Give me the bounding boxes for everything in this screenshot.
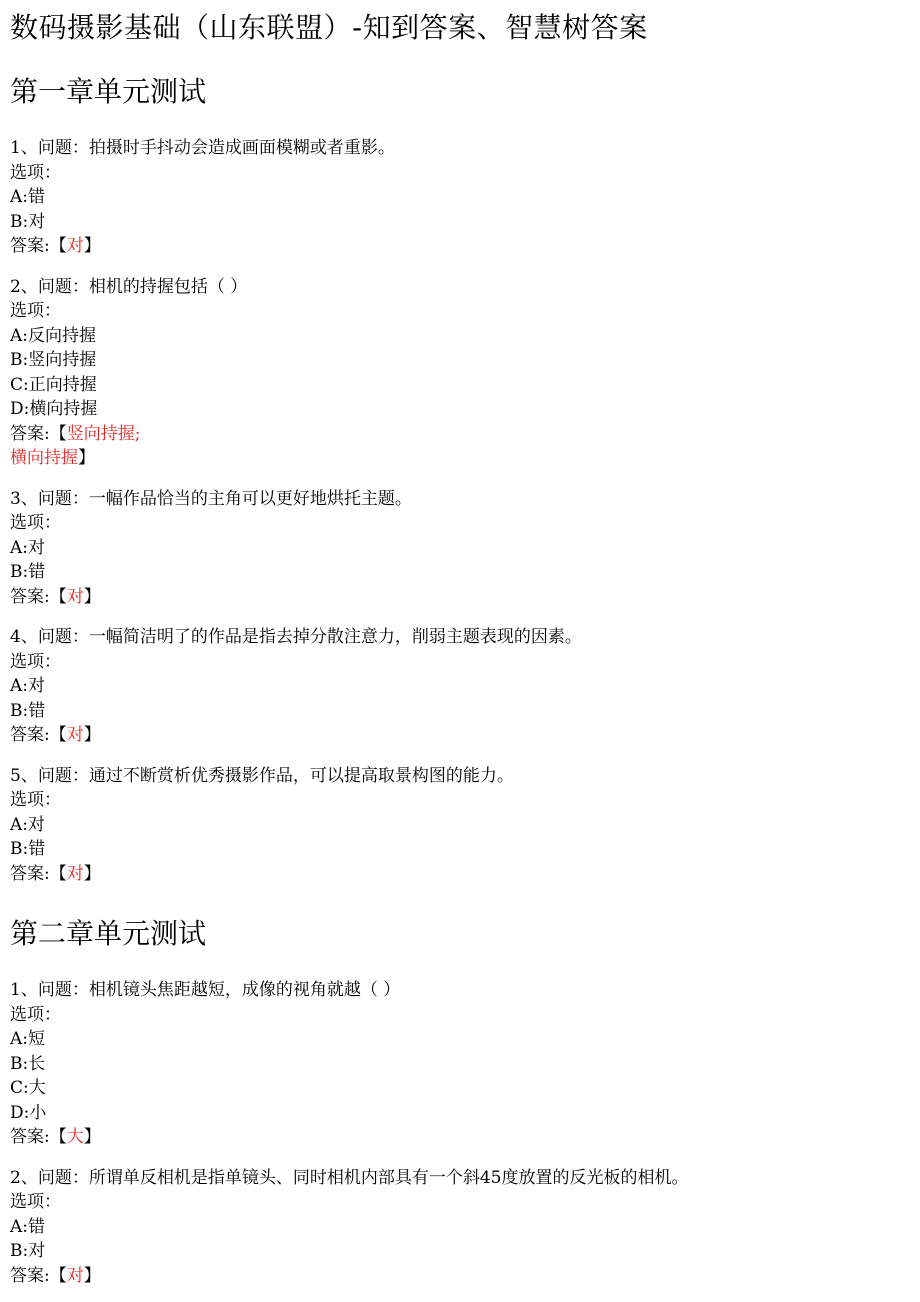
question-number: 4 xyxy=(10,627,21,647)
question-block xyxy=(10,978,910,1150)
option-item: A:对 xyxy=(10,676,46,696)
question-text: 所谓单反相机是指单镜头、同时相机内部具有一个斜45度放置的反光板的相机。 xyxy=(88,1167,689,1188)
answer-suffix: 】 xyxy=(83,1127,101,1147)
answer-line xyxy=(10,1125,910,1150)
option-item: A:对 xyxy=(10,814,46,835)
answer-suffix: 】 xyxy=(78,448,95,468)
option-item: B:竖向持握 xyxy=(10,350,97,370)
question-number: 3 xyxy=(10,488,21,509)
question-label: 、问题： xyxy=(20,138,89,158)
question-label: 、问题： xyxy=(20,1167,89,1188)
answer-value: 对 xyxy=(66,863,84,884)
option-item: B:错 xyxy=(10,562,46,582)
chapter-section xyxy=(10,136,910,886)
answer-prefix: 答案:【 xyxy=(10,236,67,256)
option-item: B:对 xyxy=(10,211,46,232)
question-line xyxy=(10,1166,910,1191)
option-item: B:错 xyxy=(10,700,46,721)
question-number: 2 xyxy=(10,1167,21,1188)
option-item: D:横向持握 xyxy=(10,399,98,419)
answer-prefix: 答案:【 xyxy=(10,1265,67,1286)
question-text: 拍摄时手抖动会造成画面模糊或者重影。 xyxy=(88,138,395,158)
question-line xyxy=(10,978,910,1003)
question-number: 1 xyxy=(10,980,21,1000)
document-title: 数码摄影基础（山东联盟）-知到答案、智慧树答案 xyxy=(10,11,648,44)
option-item: B:对 xyxy=(10,1241,46,1261)
question-block xyxy=(10,487,910,610)
question-block xyxy=(10,136,910,259)
answer-line xyxy=(10,723,910,748)
options-label: 选项： xyxy=(10,1004,61,1025)
answer-prefix: 答案:【 xyxy=(10,863,67,884)
answer-suffix: 】 xyxy=(83,1265,101,1286)
answer-line xyxy=(10,862,910,887)
option-item: A:短 xyxy=(10,1029,46,1049)
option-item: A:错 xyxy=(10,187,46,207)
question-block xyxy=(10,764,910,887)
answer-suffix: 】 xyxy=(83,725,101,745)
answer-suffix: 】 xyxy=(83,586,101,607)
answer-suffix: 】 xyxy=(83,236,101,256)
answer-line xyxy=(10,422,910,471)
question-label: 、问题： xyxy=(20,627,89,647)
answer-value: 横向持握 xyxy=(10,448,78,468)
question-line xyxy=(10,487,910,512)
answer-value: 对 xyxy=(66,586,84,607)
answer-line xyxy=(10,585,910,610)
question-label: 、问题： xyxy=(20,488,89,509)
option-item: B:长 xyxy=(10,1053,46,1074)
question-line xyxy=(10,275,910,300)
question-line xyxy=(10,764,910,789)
question-text: 一幅作品恰当的主角可以更好地烘托主题。 xyxy=(88,488,412,509)
chapter-section xyxy=(10,978,910,1288)
chapter-title: 第二章单元测试 xyxy=(10,917,207,950)
question-line xyxy=(10,136,910,161)
question-label: 、问题： xyxy=(20,276,89,297)
answer-value: 对 xyxy=(66,1265,84,1286)
options-label: 选项： xyxy=(10,513,61,533)
chapters-container xyxy=(10,56,910,1288)
options-label: 选项： xyxy=(10,651,61,672)
question-line xyxy=(10,625,910,650)
answer-prefix: 答案:【 xyxy=(10,586,67,607)
question-text: 相机镜头焦距越短，成像的视角就越（ ） xyxy=(88,980,401,1000)
option-item: B:错 xyxy=(10,839,46,859)
question-text: 一幅简洁明了的作品是指去掉分散注意力，削弱主题表现的因素。 xyxy=(88,627,582,647)
answer-prefix: 答案:【 xyxy=(10,1127,67,1147)
answer-value: 对 xyxy=(66,236,84,256)
option-item: A:反向持握 xyxy=(10,325,97,346)
options-label: 选项： xyxy=(10,790,61,810)
question-number: 2 xyxy=(10,276,21,297)
question-block xyxy=(10,1166,910,1289)
options-label: 选项： xyxy=(10,1192,61,1212)
option-item: C:正向持握 xyxy=(10,374,97,395)
answer-prefix: 答案:【 xyxy=(10,725,67,745)
question-text: 相机的持握包括（ ） xyxy=(88,276,248,297)
answer-value: 对 xyxy=(66,725,84,745)
question-block xyxy=(10,275,910,471)
question-text: 通过不断赏析优秀摄影作品，可以提高取景构图的能力。 xyxy=(88,765,514,786)
question-number: 5 xyxy=(10,765,21,786)
answer-line xyxy=(10,234,910,259)
chapter-title: 第一章单元测试 xyxy=(10,75,207,108)
option-item: A:对 xyxy=(10,537,46,558)
answer-value: 大 xyxy=(66,1127,84,1147)
answer-suffix: 】 xyxy=(83,863,101,884)
answer-prefix: 答案:【 xyxy=(10,423,67,444)
options-label: 选项： xyxy=(10,301,61,321)
option-item: C:大 xyxy=(10,1078,46,1098)
answer-value: 竖向持握; xyxy=(66,423,141,444)
answer-line xyxy=(10,1264,910,1289)
question-label: 、问题： xyxy=(20,765,89,786)
question-block xyxy=(10,625,910,748)
option-item: A:错 xyxy=(10,1216,46,1237)
option-item: D:小 xyxy=(10,1102,47,1123)
options-label: 选项： xyxy=(10,162,61,183)
question-number: 1 xyxy=(10,138,21,158)
question-label: 、问题： xyxy=(20,980,89,1000)
